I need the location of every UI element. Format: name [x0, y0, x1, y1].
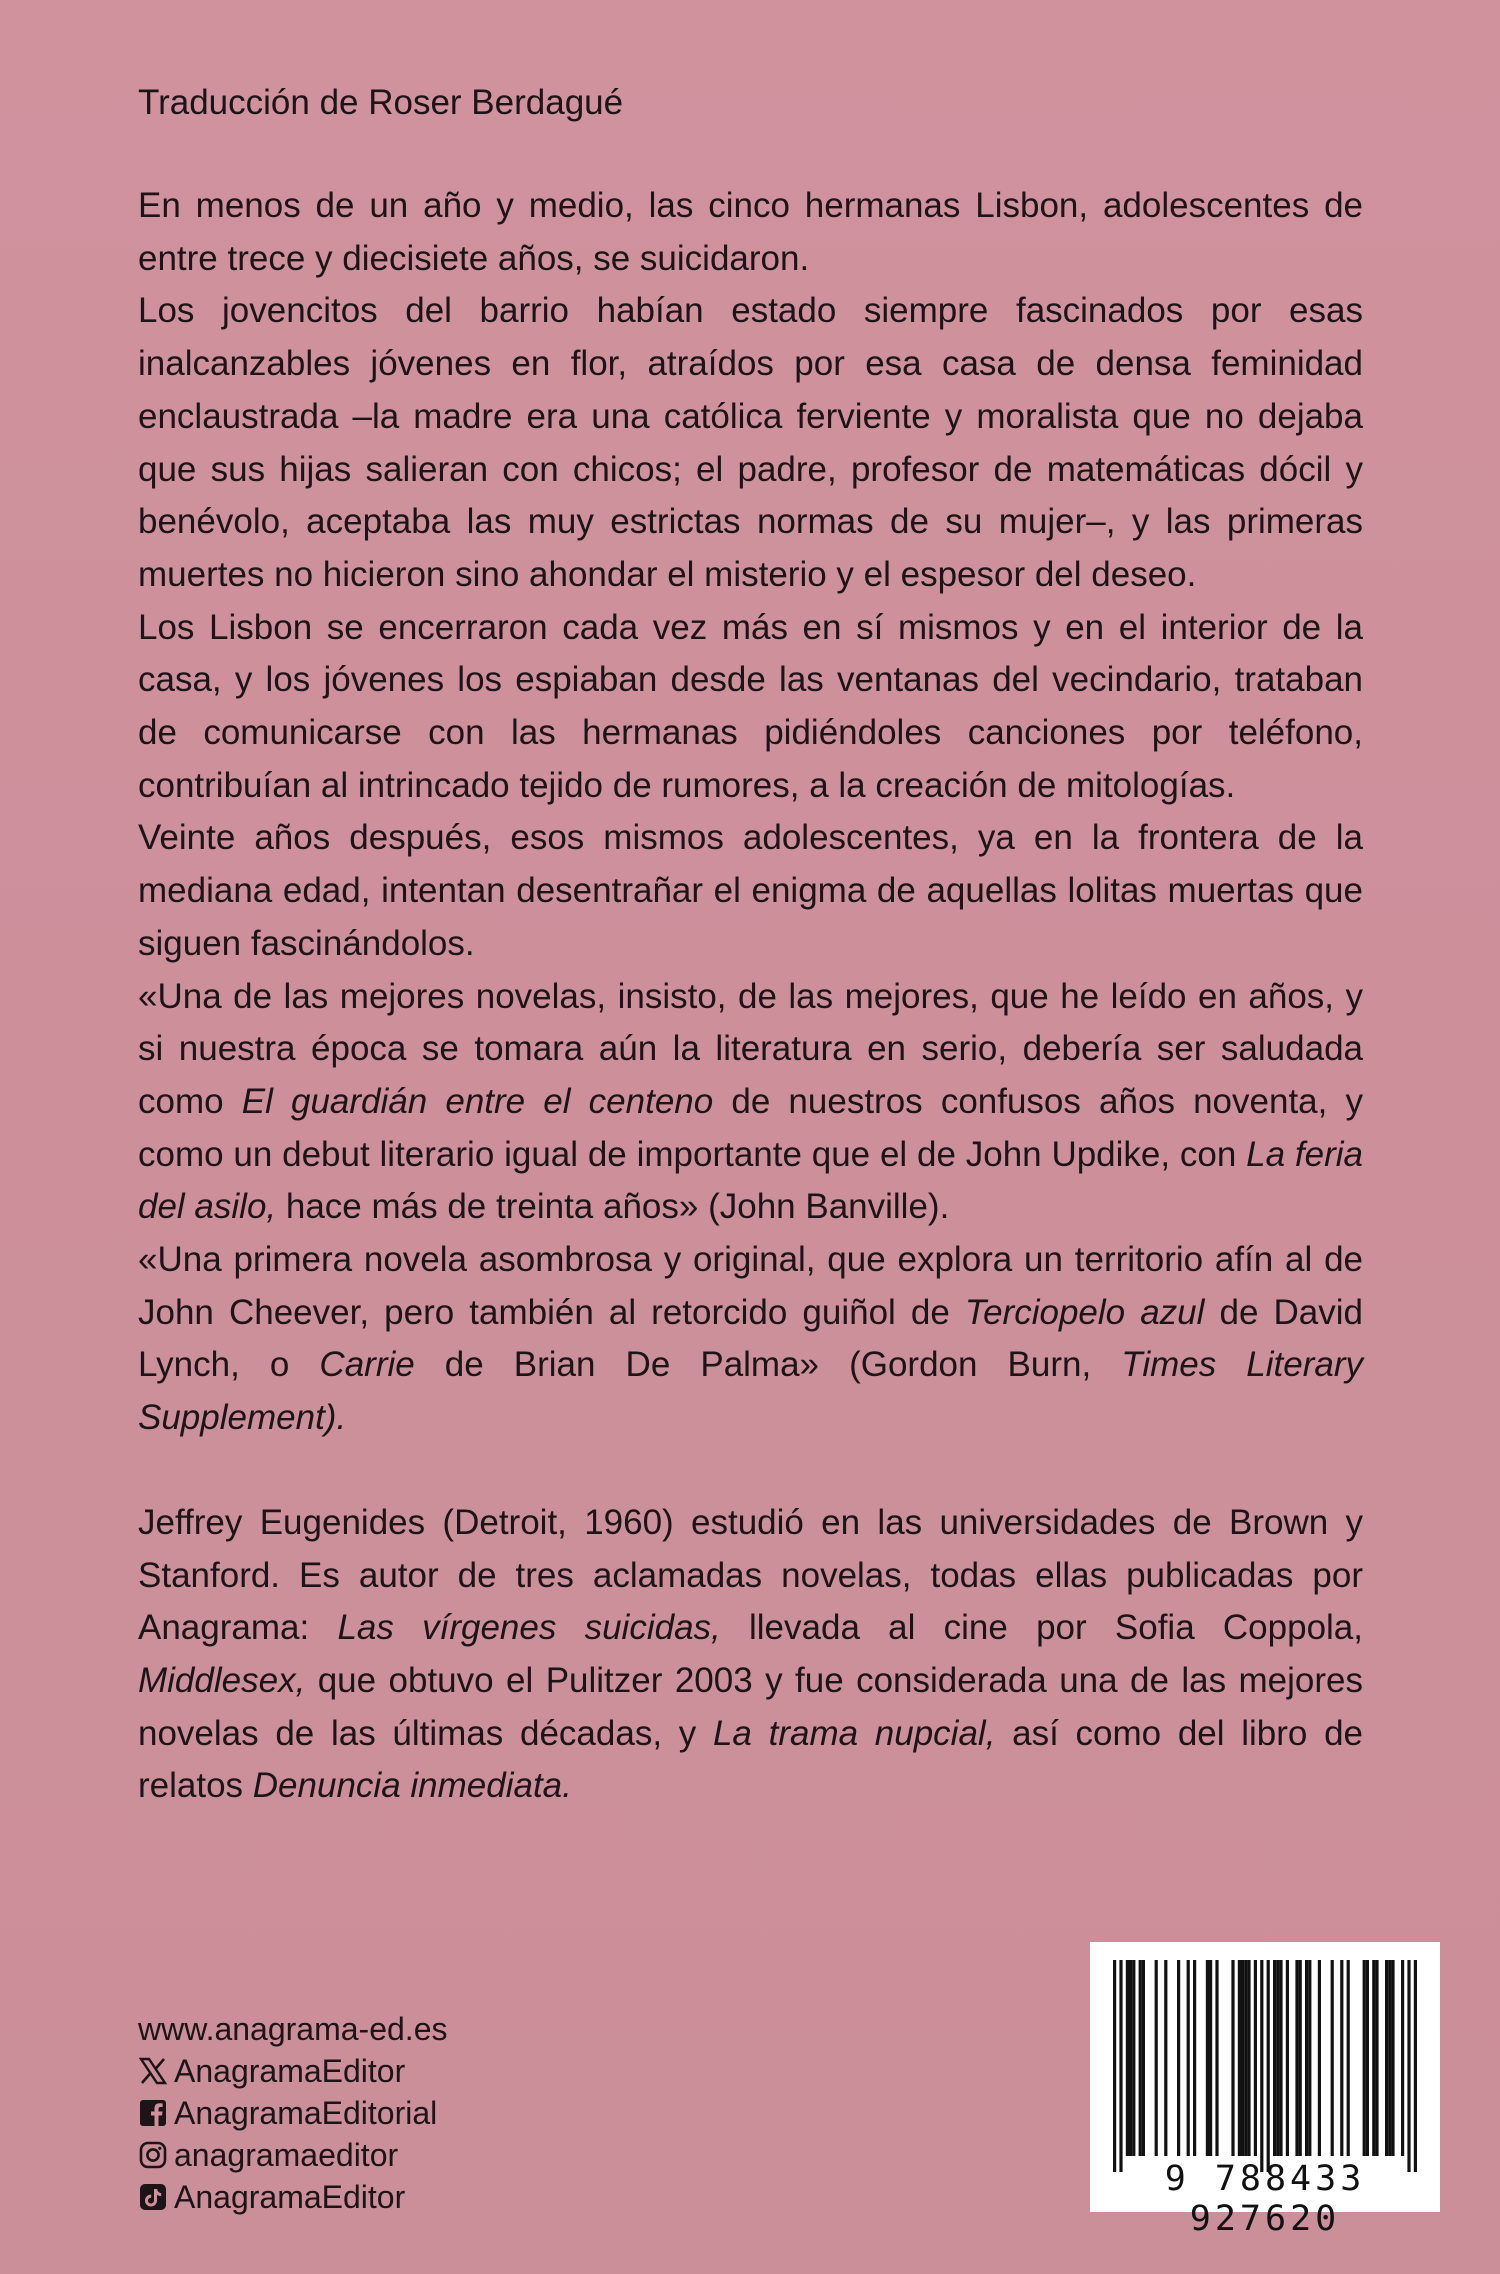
website-link[interactable] — [138, 2008, 638, 2050]
barcode-bar — [1132, 1960, 1135, 2156]
barcode-bar — [1254, 1960, 1257, 2156]
barcode-bar — [1187, 1960, 1190, 2156]
website-label: www.anagrama-ed.es — [138, 2011, 448, 2047]
synopsis-paragraph — [138, 812, 1363, 970]
text-run: hace más de treinta años» (John Banville). — [276, 1187, 950, 1227]
text-run: llevada al cine por Sofia Coppola, — [720, 1608, 1363, 1648]
barcode-bar — [1299, 1960, 1302, 2156]
barcode-bar — [1401, 1960, 1404, 2156]
barcode-bar — [1260, 1960, 1263, 2172]
x-logo-icon — [138, 2056, 168, 2086]
italic-title: Times Literary Supplement). — [138, 1345, 1364, 1438]
italic-title: La trama nupcial, — [712, 1713, 996, 1753]
facebook-icon — [138, 2098, 168, 2128]
barcode-bar — [1215, 1960, 1218, 2156]
barcode-bar — [1318, 1960, 1321, 2156]
barcode-bar — [1238, 1960, 1241, 2156]
italic-title: Carrie — [319, 1345, 415, 1385]
barcode-bar — [1391, 1960, 1394, 2156]
barcode-bar — [1286, 1960, 1289, 2156]
synopsis-paragraph — [138, 602, 1363, 813]
isbn-barcode — [1090, 1942, 1440, 2239]
italic-title: Middlesex, — [138, 1660, 306, 1700]
text-run: así como del libro de relatos — [138, 1713, 1364, 1806]
barcode-bar — [1155, 1960, 1158, 2156]
barcode-bar — [1308, 1960, 1311, 2156]
barcode-bar — [1231, 1960, 1234, 2156]
review-quote-burn — [138, 1234, 1363, 1445]
facebook-handle: AnagramaEditorial — [174, 2095, 438, 2131]
barcode-bar — [1385, 1960, 1388, 2156]
italic-title: Denuncia inmediata. — [252, 1766, 572, 1806]
italic-title: La feria del asilo, — [138, 1134, 1363, 1227]
text-run: «Una primera novela asombrosa y original, que explora un territorio afín al de John Cheever, pero también al retorcido guiñol de — [138, 1240, 1363, 1332]
text-run: de Brian De Palma» (Gordon Burn, — [414, 1345, 1122, 1385]
barcode-bar — [1279, 1960, 1282, 2156]
text-run: Los Lisbon se encerraron cada vez más en sí mismos y en el interior de la casa, y los jóvenes los espiaban desde las ventanas del vecindario, trataban de comunicarse con las hermanas pidiéndoles canciones por teléfono, contribuían al intrincado tejido de rumores, a la creación de mitologías. — [138, 607, 1363, 805]
text-run: Los jovencitos del barrio habían estado siempre fascinados por esas inalcanzables jóvenes en flor, atraídos por esa casa de densa feminidad enclaustrada –la madre era una católica ferviente y moralista que no dejaba que sus hijas salieran con chicos; el padre, profesor de matemáticas dócil y benévolo, aceptaba las muy estrictas normas de su mujer–, y las primeras muertes no hicieron sino ahondar el misterio y el espesor del deseo. — [138, 291, 1363, 594]
barcode-digits: 9 788433 927620 — [1164, 2159, 1366, 2239]
text-run: «Una de las mejores novelas, insisto, de las mejores, que he leído en años, y si nuestra época se tomara aún la literatura en serio, debería ser saludada como — [138, 976, 1363, 1121]
synopsis-paragraph — [138, 180, 1363, 285]
barcode-bar — [1407, 1960, 1410, 2172]
cover-text — [138, 78, 1363, 1813]
synopsis-paragraph — [138, 285, 1363, 601]
barcode-bar — [1119, 1960, 1122, 2172]
barcode-bar — [1244, 1960, 1247, 2156]
barcode-bar — [1340, 1960, 1343, 2156]
italic-title: El guardián entre el centeno — [241, 1081, 714, 1121]
barcode-bar — [1388, 1960, 1391, 2156]
barcode-bar — [1193, 1960, 1196, 2156]
barcode-bar — [1414, 1960, 1417, 2172]
text-run: Veinte años después, esos mismos adolescentes, ya en la frontera de la mediana edad, intentan desentrañar el enigma de aquellas lolitas muertas que siguen fascinándolos. — [138, 818, 1363, 963]
barcode-bar — [1273, 1960, 1276, 2156]
tiktok-link[interactable] — [138, 2176, 638, 2218]
text-run: En menos de un año y medio, las cinco hermanas Lisbon, adolescentes de entre trece y diecisiete años, se suicidaron. — [138, 186, 1363, 278]
barcode-bar — [1276, 1960, 1279, 2156]
review-quote-banville — [138, 971, 1363, 1235]
barcode-bar — [1363, 1960, 1366, 2156]
facebook-link[interactable] — [138, 2092, 638, 2134]
x-link[interactable] — [138, 2050, 638, 2092]
italic-title: Terciopelo azul — [964, 1292, 1205, 1332]
translator-credit: Traducción de Roser Berdagué — [138, 83, 624, 122]
barcode-bar — [1126, 1960, 1129, 2156]
barcode-bar — [1206, 1960, 1209, 2156]
instagram-link[interactable] — [138, 2134, 638, 2176]
publisher-links — [138, 2008, 638, 2218]
text-run: de David Lynch, o — [138, 1292, 1363, 1385]
barcode-bar — [1113, 1960, 1116, 2172]
barcode-bar — [1164, 1960, 1167, 2156]
barcode-bar — [1209, 1960, 1212, 2156]
barcode-bar — [1305, 1960, 1308, 2156]
instagram-handle: anagramaeditor — [174, 2137, 399, 2173]
barcode-bar — [1247, 1960, 1250, 2156]
barcode-bar — [1177, 1960, 1180, 2156]
text-run: de nuestros confusos años noventa, y como un debut literario igual de importante que el de John Updike, con — [138, 1081, 1363, 1174]
instagram-icon — [138, 2140, 168, 2170]
x-handle: AnagramaEditor — [174, 2053, 406, 2089]
barcode-bar — [1139, 1960, 1142, 2156]
tiktok-icon — [138, 2182, 168, 2212]
barcode-bar — [1241, 1960, 1244, 2156]
barcode-bar — [1372, 1960, 1375, 2156]
barcode-bar — [1375, 1960, 1378, 2156]
barcode-bar — [1267, 1960, 1270, 2172]
barcode-bar — [1129, 1960, 1132, 2156]
text-run: que obtuvo el Pulitzer 2003 y fue considerada una de las mejores novelas de las últimas décadas, y — [138, 1660, 1363, 1753]
barcode-bar — [1331, 1960, 1334, 2156]
italic-title: Las vírgenes suicidas, — [337, 1608, 721, 1648]
text-run: Jeffrey Eugenides (Detroit, 1960) estudió en las universidades de Brown y Stanford. Es autor de tres aclamadas novelas, todas ellas publicadas por Anagrama: — [138, 1502, 1363, 1648]
barcode-bar — [1142, 1960, 1145, 2156]
barcode-bar — [1347, 1960, 1350, 2156]
synopsis — [138, 180, 1363, 1445]
tiktok-handle: AnagramaEditor — [174, 2179, 406, 2215]
author-bio — [138, 1497, 1363, 1813]
barcode-bar — [1366, 1960, 1369, 2156]
barcode-bar — [1295, 1960, 1298, 2156]
